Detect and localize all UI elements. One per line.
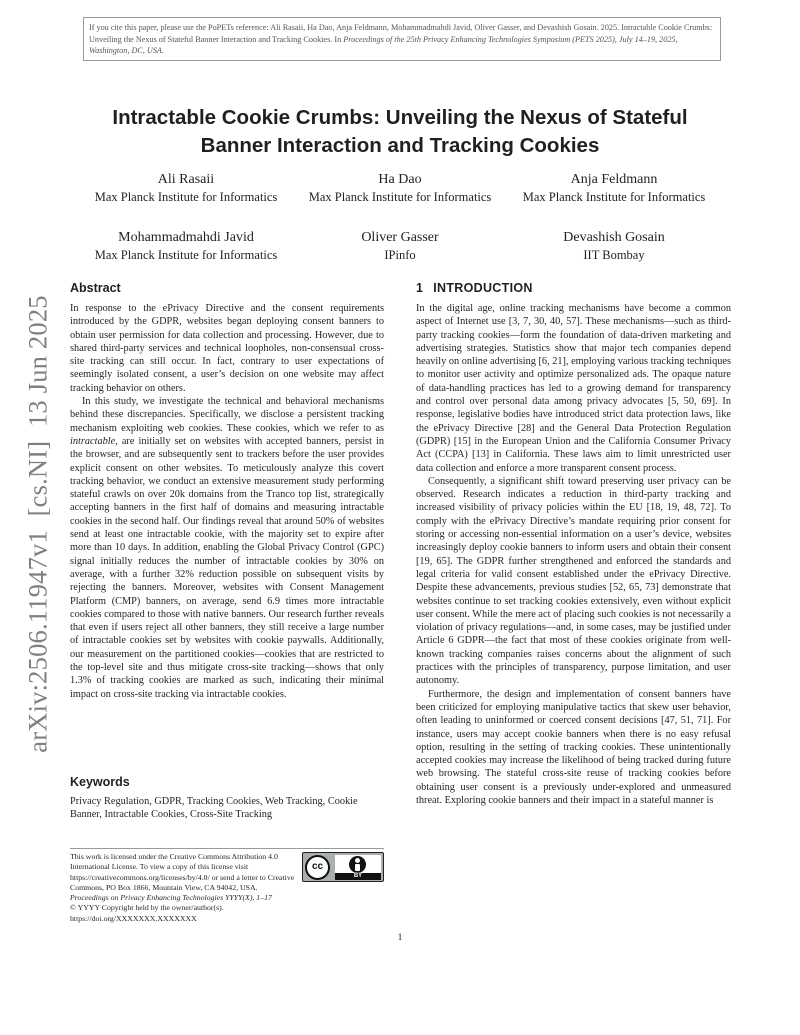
paper-title-line-1: Intractable Cookie Crumbs: Unveiling the Nexus of Stateful <box>112 106 688 129</box>
author-block <box>494 171 734 205</box>
introduction-body <box>416 302 731 807</box>
author-affiliation: Max Planck Institute for Informatics <box>94 248 278 262</box>
abstract-heading: Abstract <box>70 281 121 295</box>
abstract-text: In this study, we investigate the technical and behavioral mechanisms behind these discrepancies. Specifically, we disclose a persistent tracking mechanism exploiting web cookies. These cookies, which we refer to as <box>70 396 384 434</box>
citation-notice-text: If you cite this paper, please use the PoPETs reference: Ali Rasaii, Ha Dao, Anja Feldmann, Mohammadmahdi Javid, Oliver Gasser, and Devashish Gosain. 2025. Intractable Cookie Crumbs: Unveiling the Nexus of Stateful Banner Interaction and Tracking Cookies. In <box>89 23 713 44</box>
attribution-person-icon <box>349 856 366 873</box>
creative-commons-icon: cc <box>305 855 330 880</box>
copyright-line: © YYYY Copyright held by the owner/author(s). <box>70 903 224 913</box>
abstract-body <box>70 302 384 701</box>
section-title: INTRODUCTION <box>433 281 533 295</box>
introduction-paragraph: Furthermore, the design and implementation of consent banners have been criticized for employing manipulative tactics that skew user behavior, often leading to uninformed or coerced consent decisions [47, 51, 71]. For instance, users may accept cookie banners when there is no easy refusal option, resulting in the setting of tracking cookies. These unintentionally accepted cookies may increase the likelihood of being tracked during future web browsing. The stateful cross-site reuse of tracking cookies before obtaining user consent is a previously under-explored and unmeasured threat. Exploring cookie banners and their impact in a stateful manner is <box>416 688 731 806</box>
author-block <box>494 229 734 263</box>
paper-title <box>60 104 740 160</box>
section-number: 1 <box>416 281 424 295</box>
author-name: Ali Rasaii <box>157 172 215 187</box>
author-name: Devashish Gosain <box>563 230 665 245</box>
license-footnote <box>70 852 300 924</box>
author-block <box>66 229 306 263</box>
license-text: This work is licensed under the Creative Commons Attribution 4.0 International License. To view a copy of this license visit https://creativecommons.org/licenses/by/4.0/ or send a letter to Creative Commons, PO Box 1866, Mountain View, CA 94042, USA. <box>70 852 295 892</box>
author-block <box>66 171 306 205</box>
keywords-text: Privacy Regulation, GDPR, Tracking Cookies, Web Tracking, Cookie Banner, Intractable Cookies, Cross-Site Tracking <box>70 796 358 821</box>
keywords-heading: Keywords <box>70 775 130 789</box>
author-affiliation: IIT Bombay <box>583 248 645 262</box>
abstract-paragraph <box>70 395 384 701</box>
introduction-heading <box>416 281 533 295</box>
proceedings-text: Proceedings on Privacy Enhancing Technologies YYYY(X), 1–17 <box>70 893 272 903</box>
introduction-paragraph: Consequently, a significant shift toward preserving user privacy can be observed. Research indicates a reduction in third-party tracking and increased visibility of privacy policies within the EU [18, 19, 48, 72]. To comply with the ePrivacy Directive’s mandate requiring prior consent for storing or accessing non-essential information on a user’s device, websites increasingly deploy cookie banners to inform users and obtain their consent [19, 65]. The GDPR further strengthened and enforced the standards and legal criteria for valid consent established under the ePrivacy Directive. Despite these advancements, previous studies [52, 65, 73] demonstrate that websites continue to set tracking cookies extensively, even without explicit user consent. While the mere act of placing such cookies is not necessarily a violation of privacy regulations—and, in some cases, may be justified under Article 6 GDPR—the fact that most of these cookies originate from well-known tracking companies raises concerns about the alignment of such practices with the principles of transparency, purpose limitation, and user autonomy. <box>416 475 731 687</box>
introduction-paragraph: In the digital age, online tracking mechanisms have become a common aspect of Internet use [3, 7, 30, 40, 57]. These mechanisms—such as third-party tracking cookies—form the foundation of data-driven marketing and advertising strategies. Statistics show that major tech companies depend heavily on online advertising [6, 21], employing various tracking techniques to monitor user activity and optimize personalized ads. The opaque nature of data-handling practices has led to a growing demand for transparency and control over personal data among privacy advocates [5, 50, 69]. In response, legislative bodies have introduced strict data protection laws, like the ePrivacy Directive [28] and the General Data Protection Regulation (GDPR) [15] in the European Union and the California Consumer Privacy Act (CCPA) [13] in California. These laws aim to limit unrestricted user data collection and enforce a more transparent consent process. <box>416 303 731 474</box>
footnote-divider <box>70 848 384 849</box>
author-name: Mohammadmahdi Javid <box>118 230 254 245</box>
author-affiliation: IPinfo <box>384 248 416 262</box>
page-number: 1 <box>397 933 403 943</box>
abstract-emphasis: intractable <box>70 435 116 447</box>
author-name: Ha Dao <box>378 172 422 187</box>
author-affiliation: Max Planck Institute for Informatics <box>522 190 706 204</box>
citation-notice-box <box>83 17 721 61</box>
abstract-text: , are initially set on websites with accepted banners, persist in the browser, and are subsequently sent to trackers before the user provides explicit consent on other websites. To meticulously analyze this covert tracking behavior, we conduct an extensive measurement study performing stateful crawls on over 20k domains from the Tranco top list, strategically accepting banners in the first half of domains and measuring intractable cookies in the second half. Our findings reveal that around 50% of websites send at least one intractable cookie, with the majority set to expire after more than 10 days. In addition, enabling the Global Privacy Control (GPC) signal initially reduces the number of intractable cookies by 30% on average, with a further 32% reduction possible on subsequent visits by rejecting the banners. Moreover, websites with Consent Management Platform (CMP) banners, on average, send 6.9 times more intractable cookies compared to those with native banners. Our research further reveals that even if users reject all other banners, they still receive a large number of intractable cookies set by websites with cookie paywalls. Additionally, our measurement on the partitioned cookies—cookies that are restricted to the top-level site and thus mitigate cross-site tracking—shows that only 1.3% of tracking cookies are marked as such, indicating their minimal impact on cross-site tracking via intractable cookies. <box>70 435 384 700</box>
attribution-label: BY <box>335 873 381 880</box>
proceedings-line <box>70 893 300 903</box>
author-block <box>280 171 520 205</box>
author-affiliation: Max Planck Institute for Informatics <box>94 190 278 204</box>
author-block <box>280 229 520 263</box>
abstract-paragraph: In response to the ePrivacy Directive and the consent requirements introduced by the GDPR, websites began deploying consent banners to obtain user permission for data collection and processing. However, due to shared third-party services and technical loopholes, non-consensual cross-site tracking can still occur. In fact, contrary to user expectations of seemingly isolated consent, a user’s decision on one website may affect tracking behavior on others. <box>70 303 384 394</box>
citation-notice-venue: Proceedings of the 25th Privacy Enhancing Technologies Symposium (PETS 2025), July 14–19, 2025, Washington, DC, USA. <box>89 34 678 55</box>
arxiv-identifier-text: arXiv:2506.11947v1 [cs.NI] 13 Jun 2025 <box>22 295 53 753</box>
doi-link[interactable]: https://doi.org/XXXXXXX.XXXXXXX <box>70 913 197 923</box>
author-name: Oliver Gasser <box>361 230 439 245</box>
author-affiliation: Max Planck Institute for Informatics <box>308 190 492 204</box>
attribution-panel <box>335 855 381 880</box>
author-name: Anja Feldmann <box>570 172 658 187</box>
cc-by-license-badge[interactable] <box>302 852 384 882</box>
paper-title-line-2: Banner Interaction and Tracking Cookies <box>200 134 600 157</box>
